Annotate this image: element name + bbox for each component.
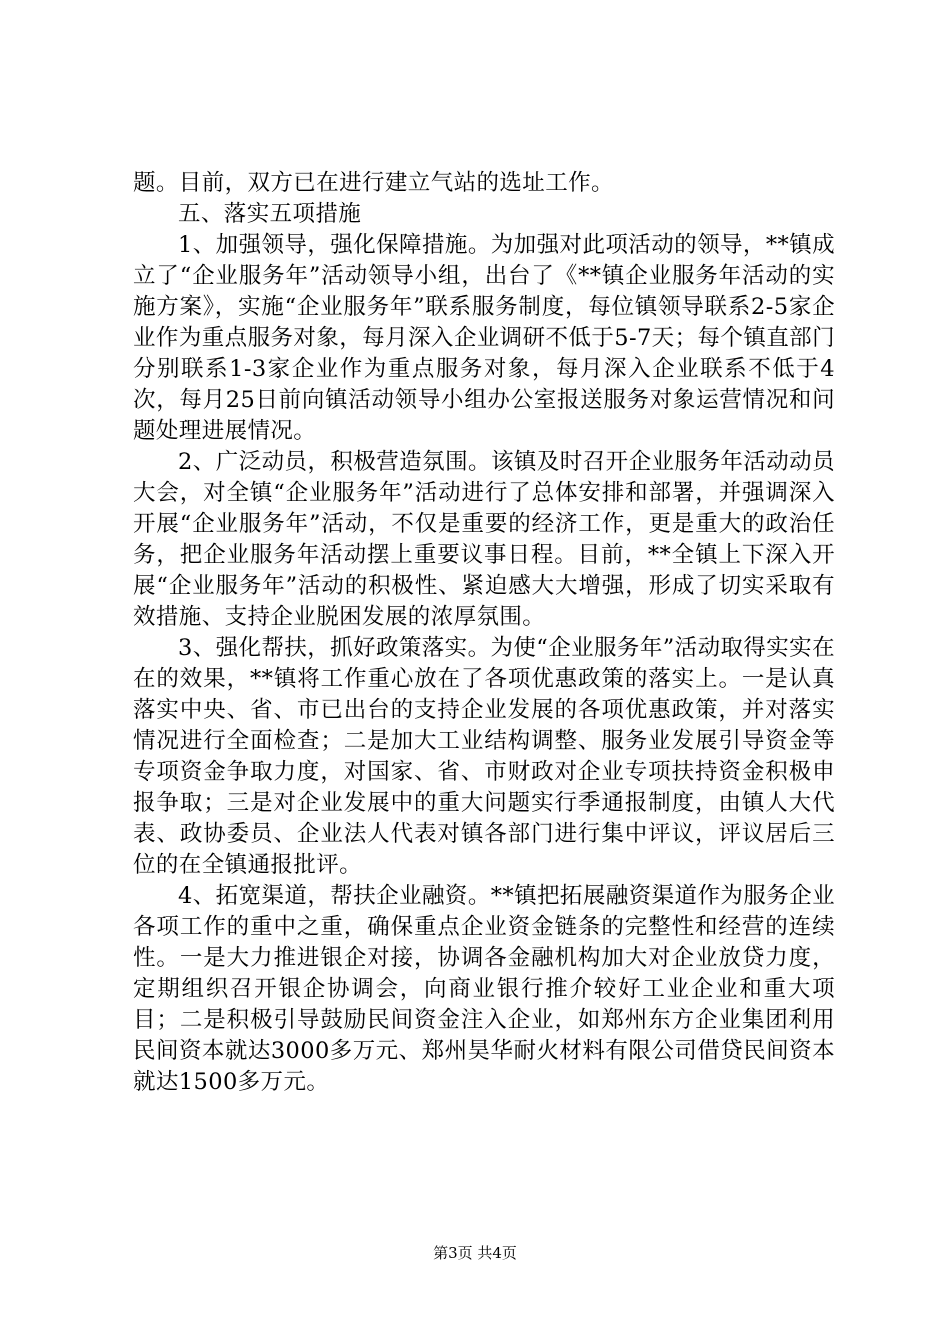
- page-number-label: 第3页 共4页: [433, 1244, 517, 1262]
- section-heading: 五、落实五项措施: [178, 201, 362, 227]
- paragraph-measure-4: 4、拓宽渠道，帮扶企业融资。**镇把拓展融资渠道作为服务企业各项工作的重中之重，确保重点企业资金链条的完整性和经营的连续性。一是大力推进银企对接，协调各金融机构加大对企业放贷力度，定期组织召开银企协调会，向商业银行推介较好工业企业和重大项目；二是积极引导鼓励民间资金注入企业，如郑州东方企业集团利用民间资本就达3000多万元、郑州昊华耐火材料有限公司借贷民间资本就达1500多万元。: [133, 883, 835, 1095]
- paragraph-measure-3: 3、强化帮扶，抓好政策落实。为使“企业服务年”活动取得实实在在的效果，**镇将工作重心放在了各项优惠政策的落实上。一是认真落实中央、省、市已出台的支持企业发展的各项优惠政策，并对落实情况进行全面检查；二是加大工业结构调整、服务业发展引导资金等专项资金争取力度，对国家、省、市财政对企业专项扶持资金积极申报争取；三是对企业发展中的重大问题实行季通报制度，由镇人大代表、政协委员、企业法人代表对镇各部门进行集中评议，评议居后三位的在全镇通报批评。: [133, 635, 835, 878]
- document-body: [133, 168, 835, 1098]
- paragraph-measure-1: 1、加强领导，强化保障措施。为加强对此项活动的领导，**镇成立了“企业服务年”活动领导小组，出台了《**镇企业服务年活动的实施方案》，实施“企业服务年”联系服务制度，每位镇领导联系2-5家企业作为重点服务对象，每月深入企业调研不低于5-7天；每个镇直部门分别联系1-3家企业作为重点服务对象，每月深入企业联系不低于4次，每月25日前向镇活动领导小组办公室报送服务对象运营情况和问题处理进展情况。: [133, 232, 835, 444]
- paragraph-continuation: 题。目前，双方已在进行建立气站的选址工作。: [133, 170, 614, 196]
- page-footer: [0, 1243, 950, 1263]
- paragraph-measure-2: 2、广泛动员，积极营造氛围。该镇及时召开企业服务年活动动员大会，对全镇“企业服务年”活动进行了总体安排和部署，并强调深入开展“企业服务年”活动，不仅是重要的经济工作，更是重大的政治任务，把企业服务年活动摆上重要议事日程。目前，**全镇上下深入开展“企业服务年”活动的积极性、紧迫感大大增强，形成了切实采取有效措施、支持企业脱困发展的浓厚氛围。: [133, 449, 835, 630]
